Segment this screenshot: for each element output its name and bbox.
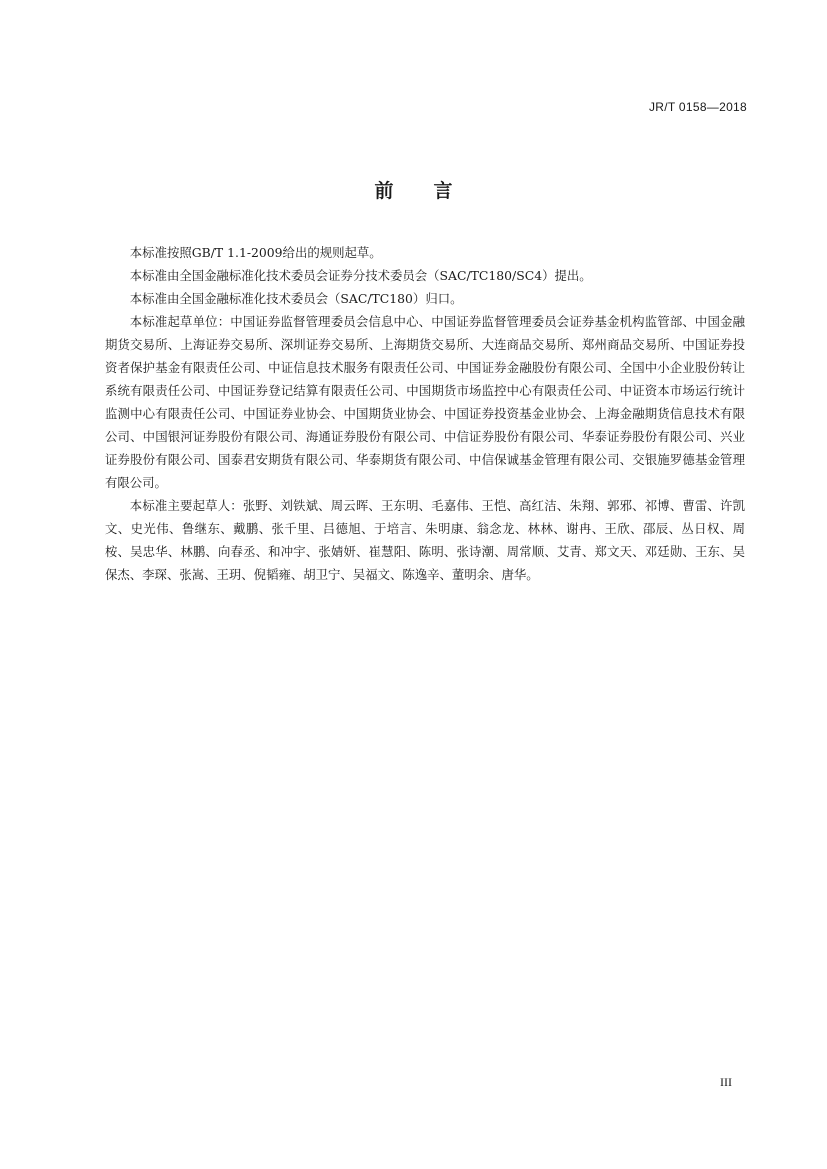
paragraph-administrator: 本标准由全国金融标准化技术委员会（SAC/TC180）归口。 <box>129 291 463 306</box>
page-title: 前言 <box>374 180 493 202</box>
paragraph-drafters: 本标准主要起草人：张野、刘铁斌、周云晖、王东明、毛嘉伟、王恺、高红洁、朱翔、郭邪、祁博、曹雷、许凯文、史光伟、鲁继东、戴鹏、张千里、吕德旭、于培言、朱明康、翁念龙、林林、谢冉、王欣、邵辰、丛日权、周桉、吴忠华、林鹏、向春丞、和冲宇、张婧妍、崔慧阳、陈明、张诗潮、周常顺、艾青、郑文天、邓廷勋、王东、吴保杰、李琛、张嵩、王玥、倪韬雍、胡卫宁、吴福文、陈逸辛、董明余、唐华。 <box>105 498 745 582</box>
foreword-body <box>105 241 745 586</box>
paragraph-drafting-rules: 本标准按照GB/T 1.1-2009给出的规则起草。 <box>129 245 382 260</box>
paragraph-proposer: 本标准由全国金融标准化技术委员会证券分技术委员会（SAC/TC180/SC4）提出。 <box>129 268 592 283</box>
standard-number: JR/T 0158—2018 <box>648 100 747 114</box>
page-number: III <box>720 1075 732 1089</box>
paragraph-drafting-units: 本标准起草单位：中国证券监督管理委员会信息中心、中国证券监督管理委员会证券基金机构监管部、中国金融期货交易所、上海证券交易所、深圳证券交易所、上海期货交易所、大连商品交易所、郑州商品交易所、中国证券投资者保护基金有限责任公司、中证信息技术服务有限责任公司、中国证券金融股份有限公司、全国中小企业股份转让系统有限责任公司、中国证券登记结算有限责任公司、中国期货市场监控中心有限责任公司、中证资本市场运行统计监测中心有限责任公司、中国证券业协会、中国期货业协会、中国证券投资基金业协会、上海金融期货信息技术有限公司、中国银河证券股份有限公司、海通证券股份有限公司、中信证券股份有限公司、华泰证券股份有限公司、兴业证券股份有限公司、国泰君安期货有限公司、华泰期货有限公司、中信保诚基金管理有限公司、交银施罗德基金管理有限公司。 <box>105 314 745 490</box>
